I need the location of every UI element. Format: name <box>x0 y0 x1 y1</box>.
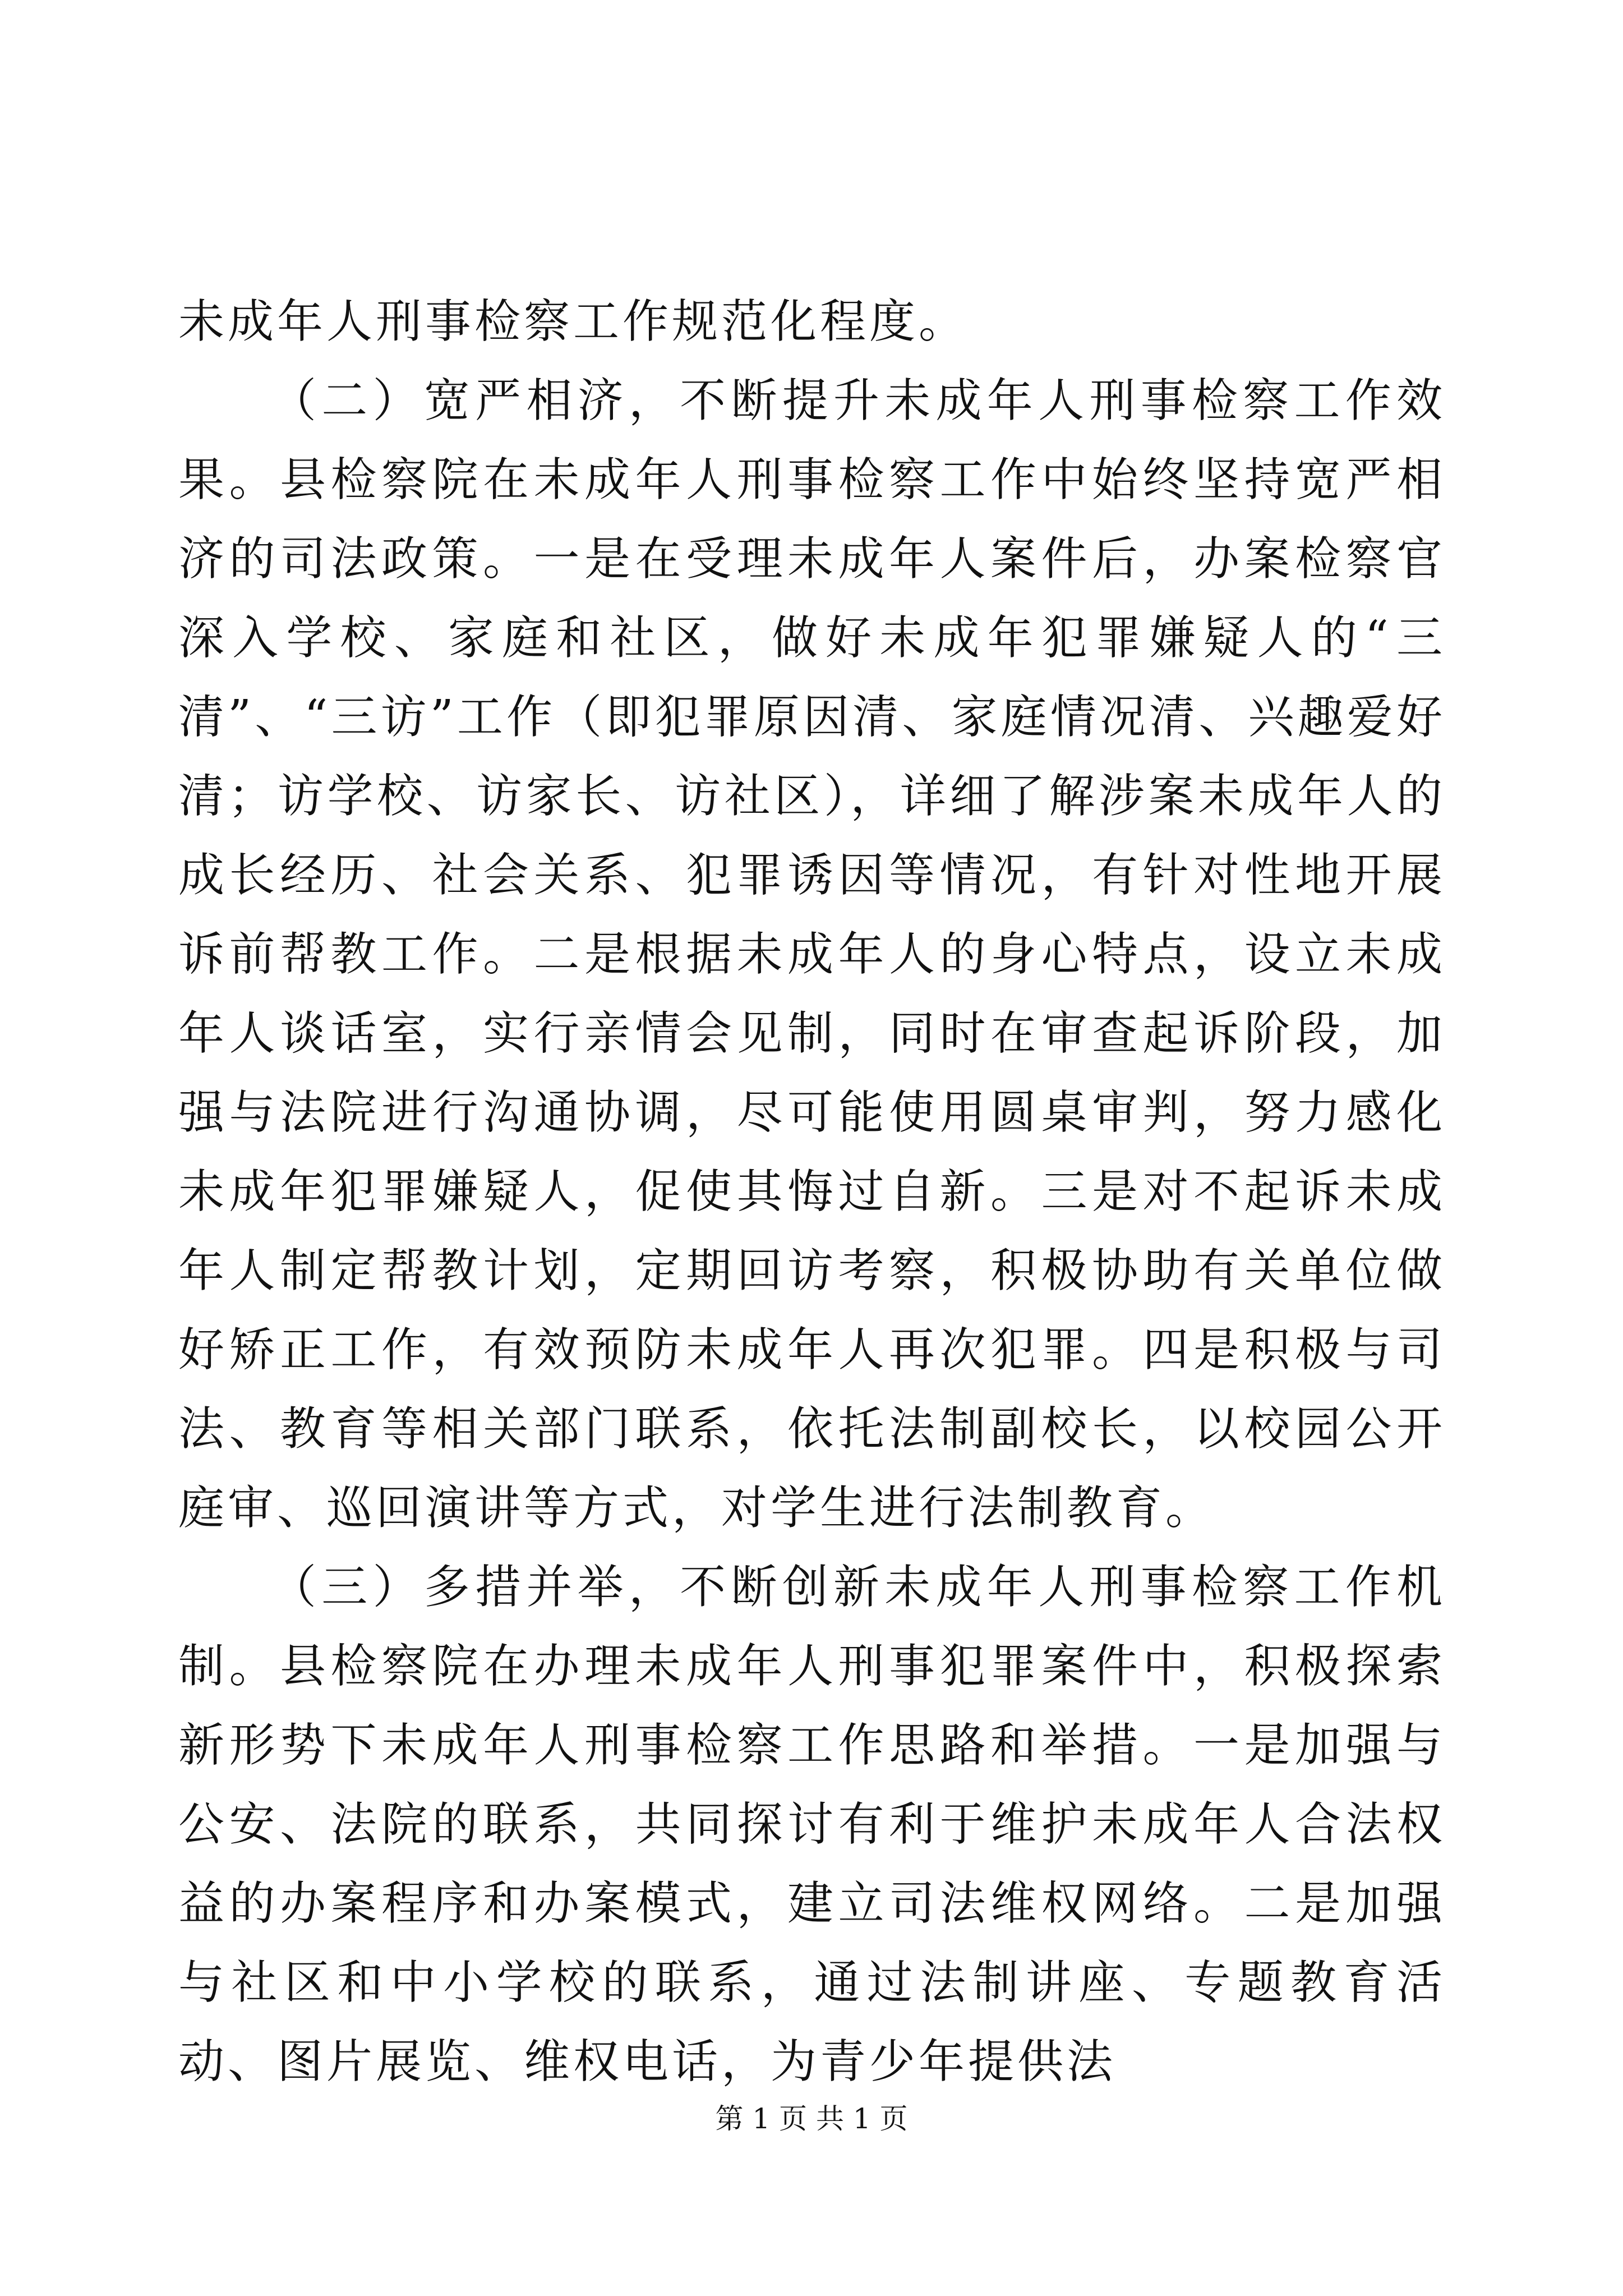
paragraph-continuation: 未成年人刑事检察工作规范化程度。 <box>178 295 969 348</box>
page-number-footer: 第 1 页 共 1 页 <box>715 2102 908 2135</box>
paragraph-section-three: （三）多措并举，不断创新未成年人刑事检察工作机制。县检察院在办理未成年人刑事犯罪案件中，积极探索新形势下未成年人刑事检察工作思路和举措。一是加强与公安、法院的联系，共同探讨有利于维护未成年人合法权益的办案程序和办案模式，建立司法维权网络。二是加强与社区和中小学校的联系，通过法制讲座、专题教育活动、图片展览、维权电话，为青少年提供法 <box>178 1561 1446 2088</box>
paragraph-section-two: （二）宽严相济，不断提升未成年人刑事检察工作效果。县检察院在未成年人刑事检察工作中始终坚持宽严相济的司法政策。一是在受理未成年人案件后，办案检察官深入学校、家庭和社区，做好未成年犯罪嫌疑人的“三清”、“三访”工作（即犯罪原因清、家庭情况清、兴趣爱好清；访学校、访家长、访社区），详细了解涉案未成年人的成长经历、社会关系、犯罪诱因等情况，有针对性地开展诉前帮教工作。二是根据未成年人的身心特点，设立未成年人谈话室，实行亲情会见制，同时在审查起诉阶段，加强与法院进行沟通协调，尽可能使用圆桌审判，努力感化未成年犯罪嫌疑人，促使其悔过自新。三是对不起诉未成年人制定帮教计划，定期回访考察，积极协助有关单位做好矫正工作，有效预防未成年人再次犯罪。四是积极与司法、教育等相关部门联系，依托法制副校长，以校园公开庭审、巡回演讲等方式，对学生进行法制教育。 <box>178 374 1446 1535</box>
document-body <box>178 282 1446 2101</box>
